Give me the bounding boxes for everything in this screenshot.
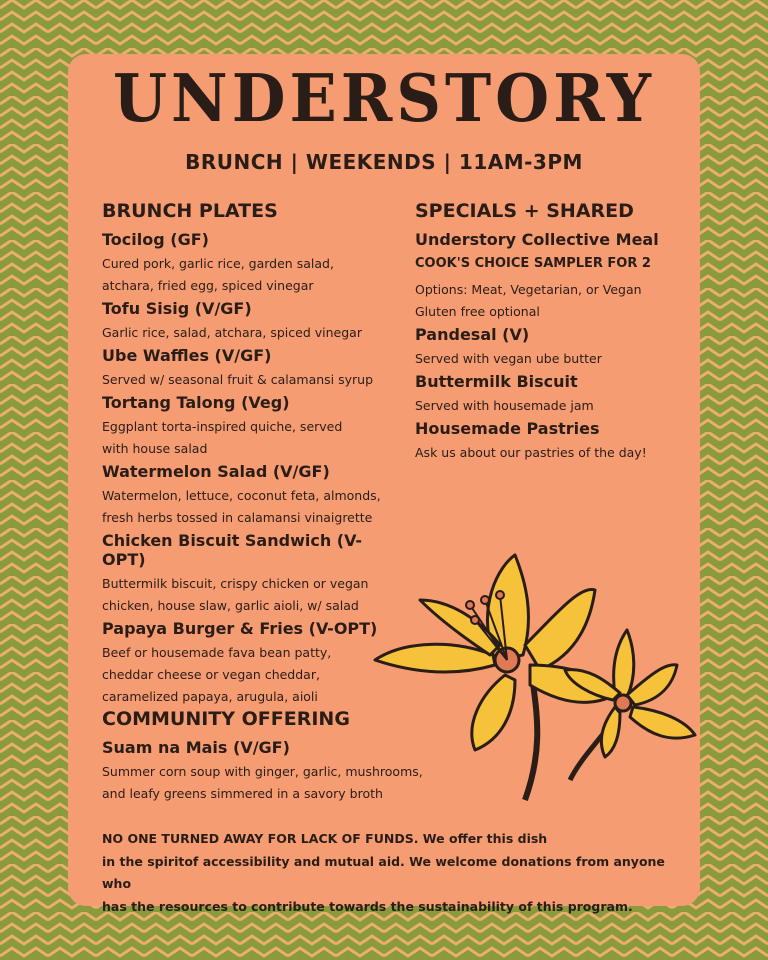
menu-item-desc [102, 253, 402, 297]
menu-subtitle: BRUNCH | WEEKENDS | 11AM-3PM [185, 150, 583, 174]
menu-item-name: Watermelon Salad (V/GF) [102, 462, 330, 481]
desc-line: Beef or housemade fava bean patty, [102, 645, 332, 660]
desc-line: Served with vegan ube butter [415, 351, 602, 366]
section-title-brunch-plates: BRUNCH PLATES [102, 200, 278, 222]
notice-line: has the resources to contribute towards the sustainability of this program. [102, 898, 633, 914]
desc-line: Options: Meat, Vegetarian, or Vegan [415, 282, 642, 297]
menu-item-name: Tocilog (GF) [102, 230, 209, 249]
desc-line: cheddar cheese or vegan cheddar, [102, 667, 320, 682]
desc-line: Ask us about our pastries of the day! [415, 445, 647, 460]
desc-line: Cured pork, garlic rice, garden salad, [102, 256, 334, 271]
menu-item-subhead: COOK'S CHOICE SAMPLER FOR 2 [415, 256, 651, 271]
notice-line: in the spiritof accessibility and mutual aid. We welcome donations from anyone who [102, 853, 665, 891]
menu-item-desc [102, 485, 402, 529]
specials-section [415, 200, 695, 466]
menu-item-desc [102, 573, 402, 617]
menu-item-name: Buttermilk Biscuit [415, 372, 578, 391]
brunch-plates-section [102, 200, 402, 710]
menu-item-desc [102, 416, 402, 460]
menu-item-desc [415, 279, 695, 323]
menu-item-name: Papaya Burger & Fries (V-OPT) [102, 619, 378, 638]
desc-line: chicken, house slaw, garlic aioli, w/ salad [102, 598, 359, 613]
desc-line: fresh herbs tossed in calamansi vinaigrette [102, 510, 373, 525]
menu-item-name: Housemade Pastries [415, 419, 600, 438]
desc-line: atchara, fried egg, spiced vinegar [102, 278, 314, 293]
menu-item-name: Ube Waffles (V/GF) [102, 346, 272, 365]
menu-item-name: Suam na Mais (V/GF) [102, 738, 290, 757]
menu-item-desc [415, 395, 695, 417]
desc-line: Served w/ seasonal fruit & calamansi syrup [102, 372, 374, 387]
desc-line: Gluten free optional [415, 304, 540, 319]
desc-line: Summer corn soup with ginger, garlic, mushrooms, [102, 764, 423, 779]
menu-item-name: Chicken Biscuit Sandwich (V-OPT) [102, 531, 362, 569]
desc-line: Garlic rice, salad, atchara, spiced vinegar [102, 325, 362, 340]
menu-item-desc [102, 369, 402, 391]
menu-item-desc [415, 442, 695, 464]
section-title-specials: SPECIALS + SHARED [415, 200, 634, 222]
menu-item-desc [415, 348, 695, 370]
community-offering-section [102, 708, 442, 807]
desc-line: with house salad [102, 441, 208, 456]
menu-item-name: Understory Collective Meal [415, 230, 659, 249]
menu-item-desc [102, 761, 442, 805]
menu-item-name: Tofu Sisig (V/GF) [102, 299, 252, 318]
desc-line: caramelized papaya, arugula, aioli [102, 689, 318, 704]
mutual-aid-notice [102, 828, 682, 918]
desc-line: Watermelon, lettuce, coconut feta, almonds, [102, 488, 381, 503]
menu-item-name: Pandesal (V) [415, 325, 530, 344]
notice-line: NO ONE TURNED AWAY FOR LACK OF FUNDS. We offer this dish [102, 831, 548, 846]
section-title-community: COMMUNITY OFFERING [102, 708, 350, 730]
menu-item-desc [102, 642, 402, 708]
desc-line: Buttermilk biscuit, crispy chicken or vegan [102, 576, 369, 591]
menu-item-desc [102, 322, 402, 344]
desc-line: Served with housemade jam [415, 398, 594, 413]
desc-line: and leafy greens simmered in a savory broth [102, 786, 383, 801]
desc-line: Eggplant torta-inspired quiche, served [102, 419, 343, 434]
menu-title: UNDERSTORY [112, 60, 656, 137]
menu-item-name: Tortang Talong (Veg) [102, 393, 290, 412]
